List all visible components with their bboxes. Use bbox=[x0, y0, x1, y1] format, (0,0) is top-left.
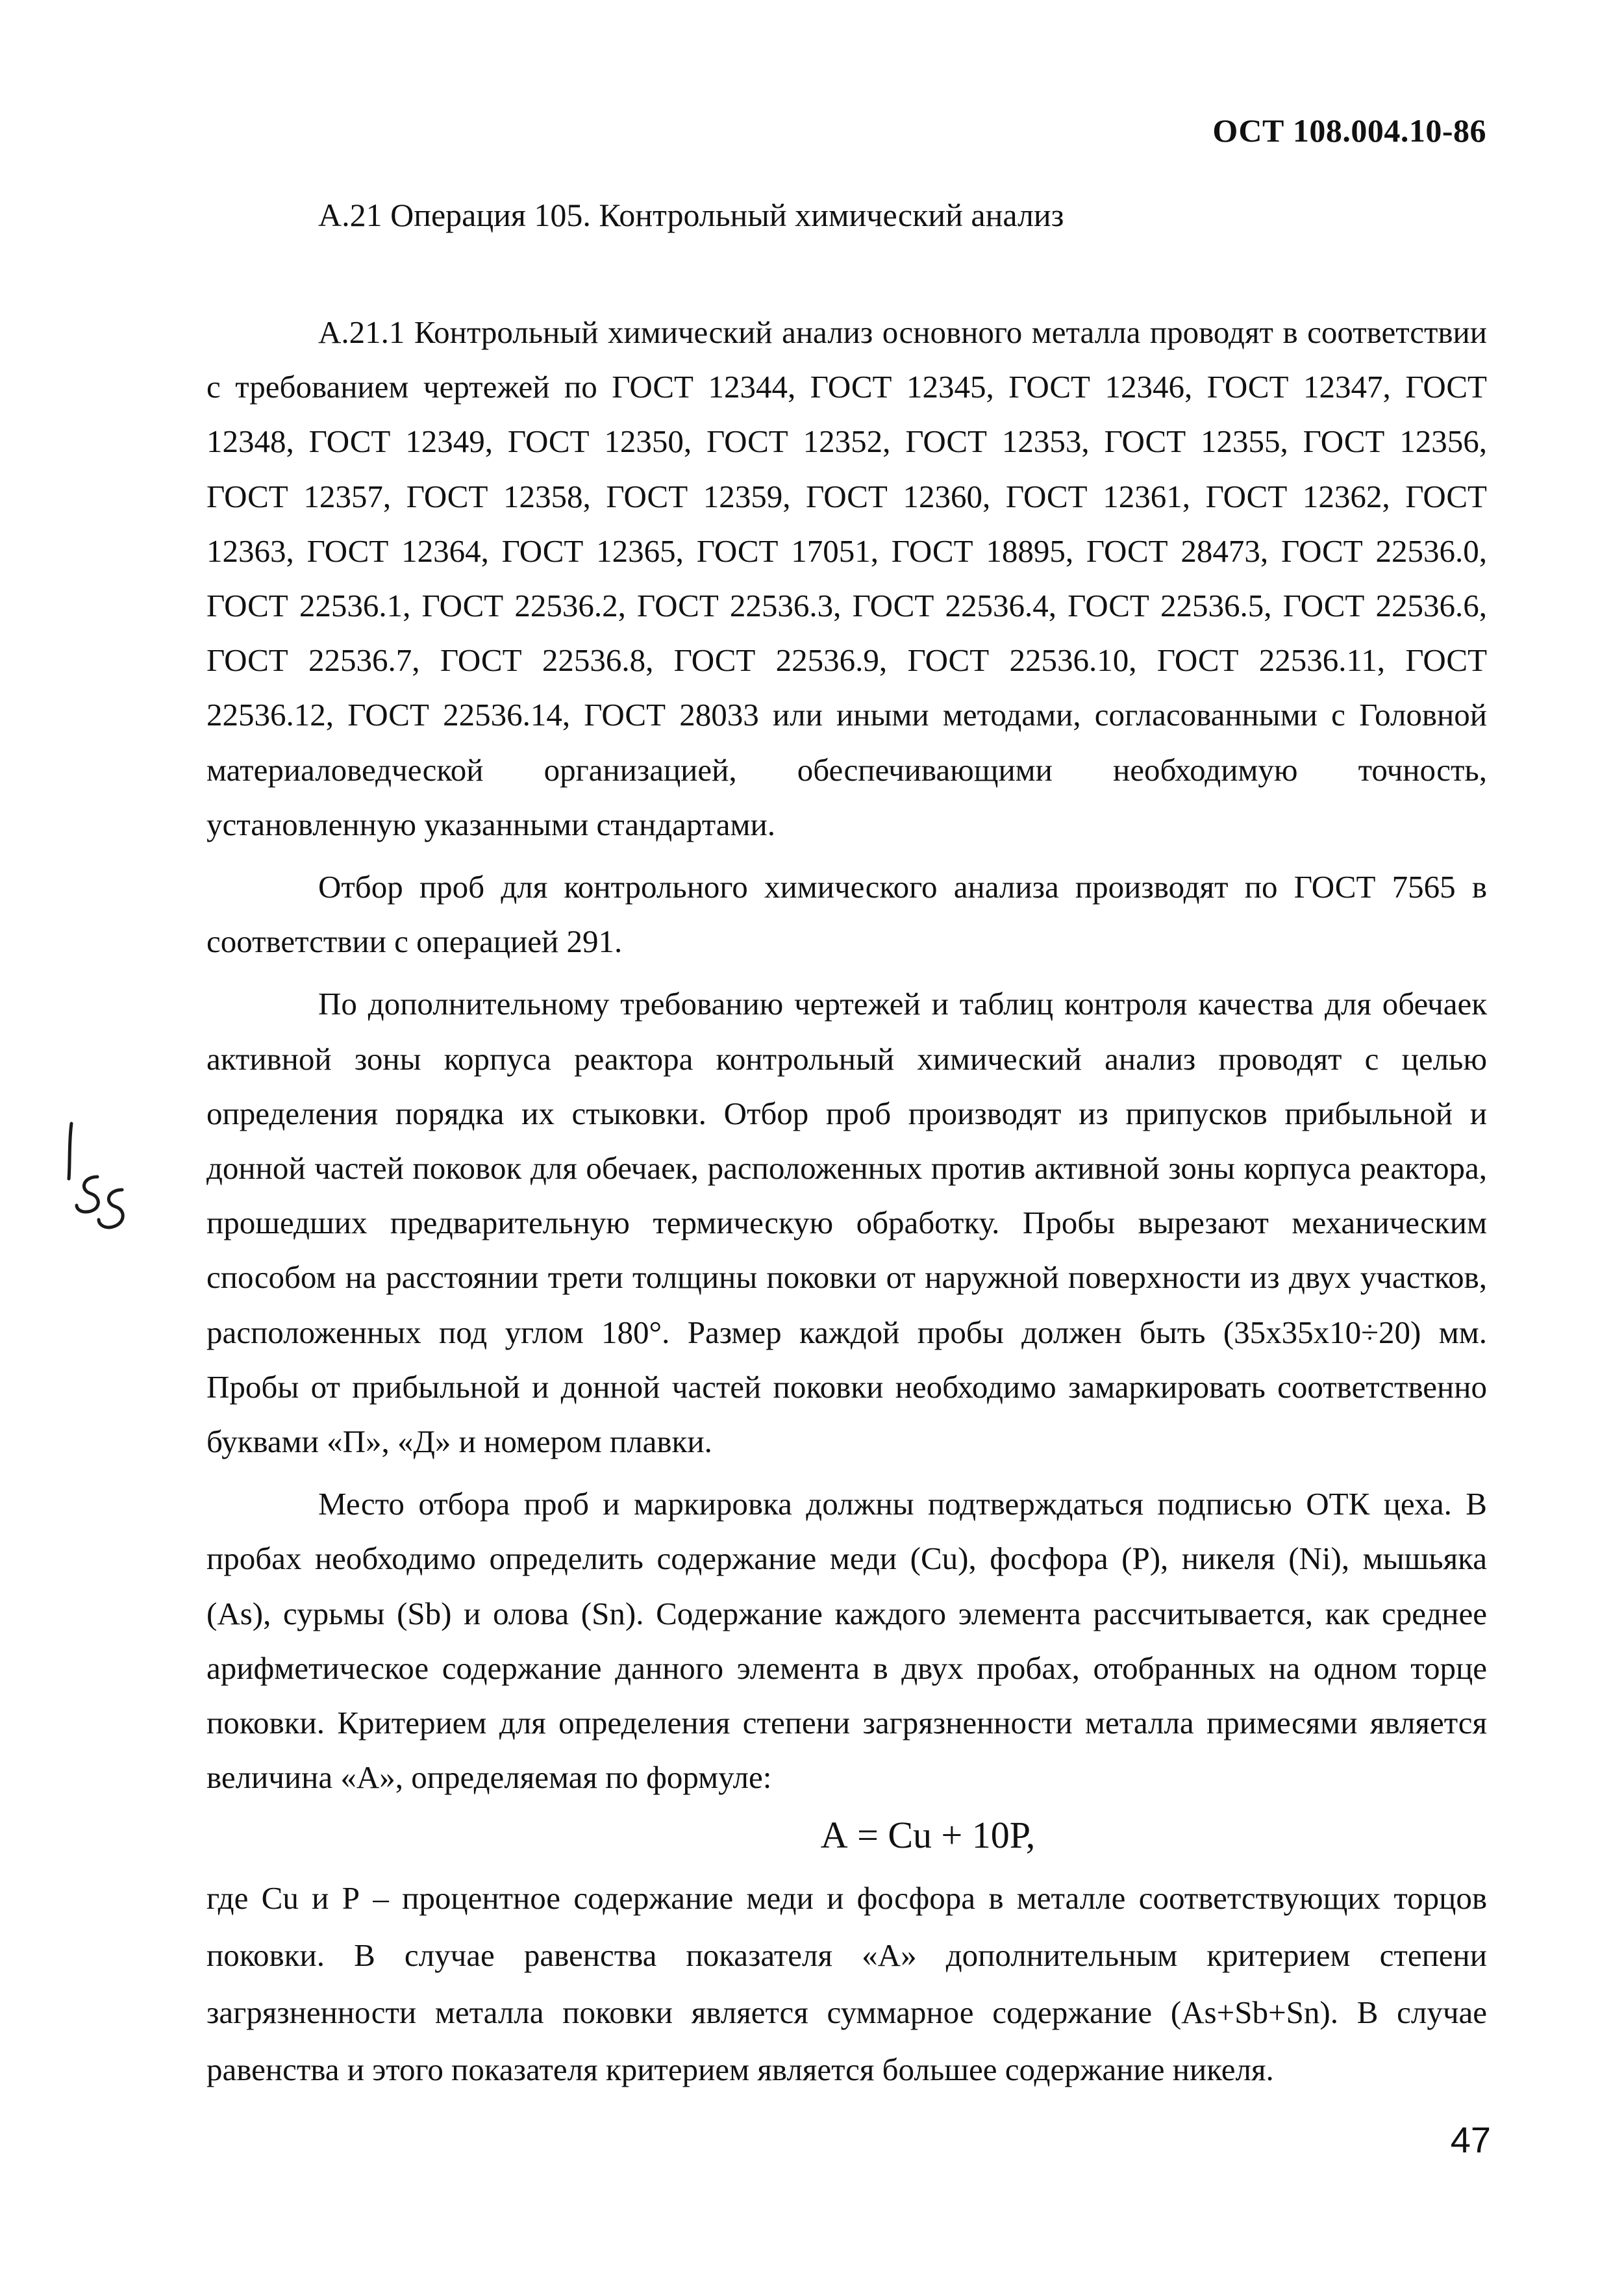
document-code: ОСТ 108.004.10-86 bbox=[1212, 112, 1486, 149]
section-title: А.21 Операция 105. Контрольный химический анализ bbox=[318, 197, 1064, 233]
handwritten-page-number-icon bbox=[60, 1117, 138, 1240]
paragraph-sampling: Отбор проб для контрольного химического анализа производят по ГОСТ 7565 в соответствии с операцией 291. bbox=[206, 869, 1487, 960]
document-body bbox=[206, 305, 1487, 2098]
paragraph-additional-requirement: По дополнительному требованию чертежей и таблиц контроля качества для обечаек активной зоны корпуса реактора контрольный химический анализ проводят с целью определения порядка их стыковки. Отбор проб производят из припусков прибыльной и донной частей поковок для обечаек, расположенных против активной зоны корпуса реактора, прошедших предварительную термическую обработку. Пробы вырезают механическим способом на расстоянии трети толщины поковки от наружной поверхности из двух участков, расположенных под углом 180°. Размер каждой пробы должен быть (35х35х10÷20) мм. Пробы от прибыльной и донной частей поковки необходимо замаркировать соответственно буквами «П», «Д» и номером плавки. bbox=[206, 986, 1487, 1460]
paragraph-sample-location: Место отбора проб и маркировка должны подтверждаться подписью ОТК цеха. В пробах необходимо определить содержание меди (Cu), фосфора (Р), никеля (Ni), мышьяка (As), сурьмы (Sb) и олова (Sn). Содержание каждого элемента рассчитывается, как среднее арифметическое содержание данного элемента в двух пробах, отобранных на одном торце поковки. Критерием для определения степени загрязненности металла примесями является величина «А», определяемая по формуле: bbox=[206, 1486, 1487, 1796]
paragraph-formula-explanation: где Cu и Р – процентное содержание меди и фосфора в металле соответствующих торцов поковки. В случае равенства показателя «А» дополнительным критерием степени загрязненности металла поковки является суммарное содержание (As+Sb+Sn). В случае равенства и этого показателя критерием является большее содержание никеля. bbox=[206, 1880, 1487, 2088]
page-number: 47 bbox=[1450, 2119, 1491, 2160]
formula: А = Cu + 10Р, bbox=[820, 1814, 1036, 1857]
paragraph-a21-1: А.21.1 Контрольный химический анализ основного металла проводят в соответствии с требованием чертежей по ГОСТ 12344, ГОСТ 12345, ГОСТ 12346, ГОСТ 12347, ГОСТ 12348, ГОСТ 12349, ГОСТ 12350, ГОСТ 12352, ГОСТ 12353, ГОСТ 12355, ГОСТ 12356, ГОСТ 12357, ГОСТ 12358, ГОСТ 12359, ГОСТ 12360, ГОСТ 12361, ГОСТ 12362, ГОСТ 12363, ГОСТ 12364, ГОСТ 12365, ГОСТ 17051, ГОСТ 18895, ГОСТ 28473, ГОСТ 22536.0, ГОСТ 22536.1, ГОСТ 22536.2, ГОСТ 22536.3, ГОСТ 22536.4, ГОСТ 22536.5, ГОСТ 22536.6, ГОСТ 22536.7, ГОСТ 22536.8, ГОСТ 22536.9, ГОСТ 22536.10, ГОСТ 22536.11, ГОСТ 22536.12, ГОСТ 22536.14, ГОСТ 28033 или иными методами, согласованными с Головной материаловедческой организацией, обеспечивающими необходимую точность, установленную указанными стандартами. bbox=[206, 314, 1487, 842]
